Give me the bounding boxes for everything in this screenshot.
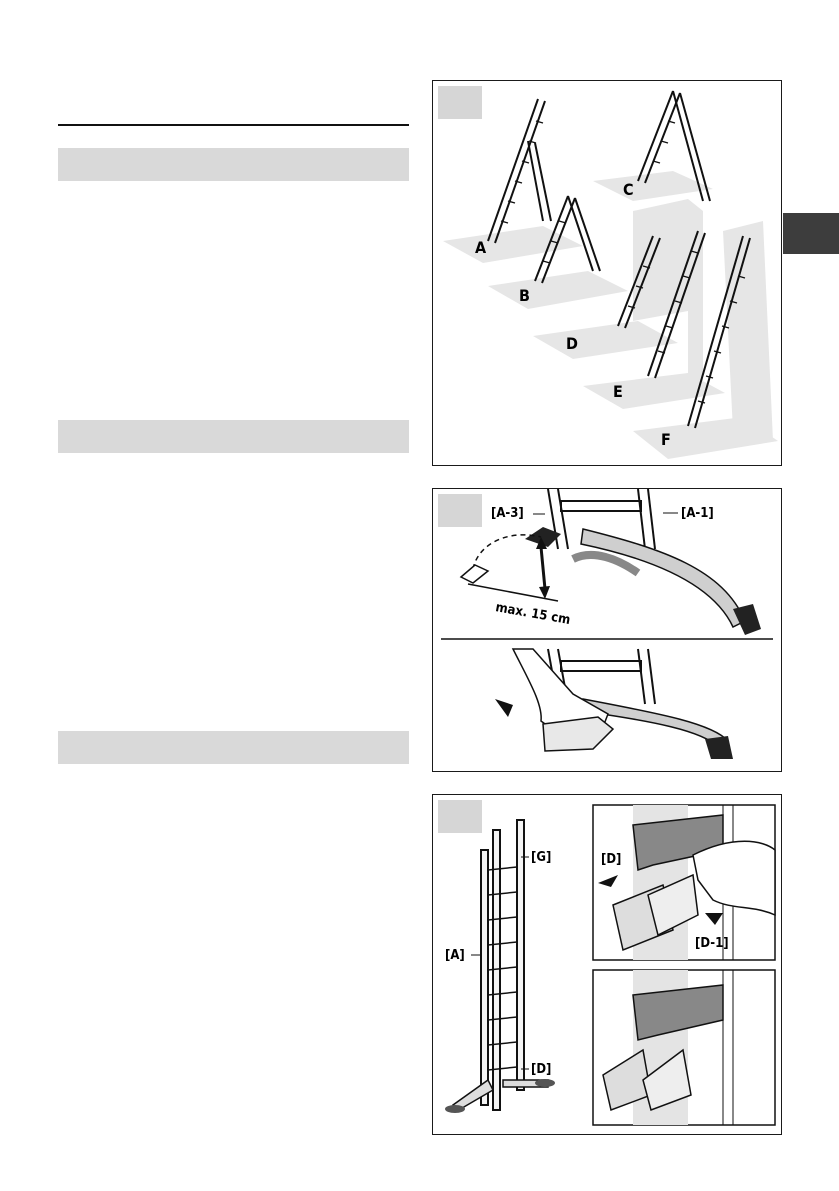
label-g: [G] xyxy=(531,850,552,865)
label-a: [A] xyxy=(445,948,465,963)
figure-ladder-setups xyxy=(432,80,782,466)
ladder-setups-illustration xyxy=(433,81,781,465)
setup-label-b: B xyxy=(519,286,530,305)
label-d-top: [D] xyxy=(601,852,622,867)
label-a1: [A-1] xyxy=(681,506,714,521)
label-a3: [A-3] xyxy=(491,506,524,521)
figure-number-badge xyxy=(438,800,482,833)
setup-label-f: F xyxy=(661,430,671,449)
figure-number-badge xyxy=(438,86,482,119)
figure-number-badge xyxy=(438,494,482,527)
figure-stabilizer-foot xyxy=(432,488,782,772)
chapter-tab xyxy=(783,213,839,254)
section-bar-3 xyxy=(58,731,409,764)
setup-label-d: D xyxy=(566,334,578,353)
label-max-height: max. 15 cm xyxy=(494,600,572,629)
setup-label-e: E xyxy=(613,382,623,401)
heading-rule xyxy=(58,124,409,126)
stabilizer-foot-illustration xyxy=(433,489,781,771)
figure-ladder-latch xyxy=(432,794,782,1135)
setup-label-a: A xyxy=(475,238,487,257)
label-d-bottom: [D] xyxy=(531,1062,552,1077)
ladder-latch-illustration xyxy=(433,795,781,1134)
label-d1: [D-1] xyxy=(695,936,729,951)
setup-label-c: C xyxy=(623,180,634,199)
section-bar-2 xyxy=(58,420,409,453)
section-bar-1 xyxy=(58,148,409,181)
